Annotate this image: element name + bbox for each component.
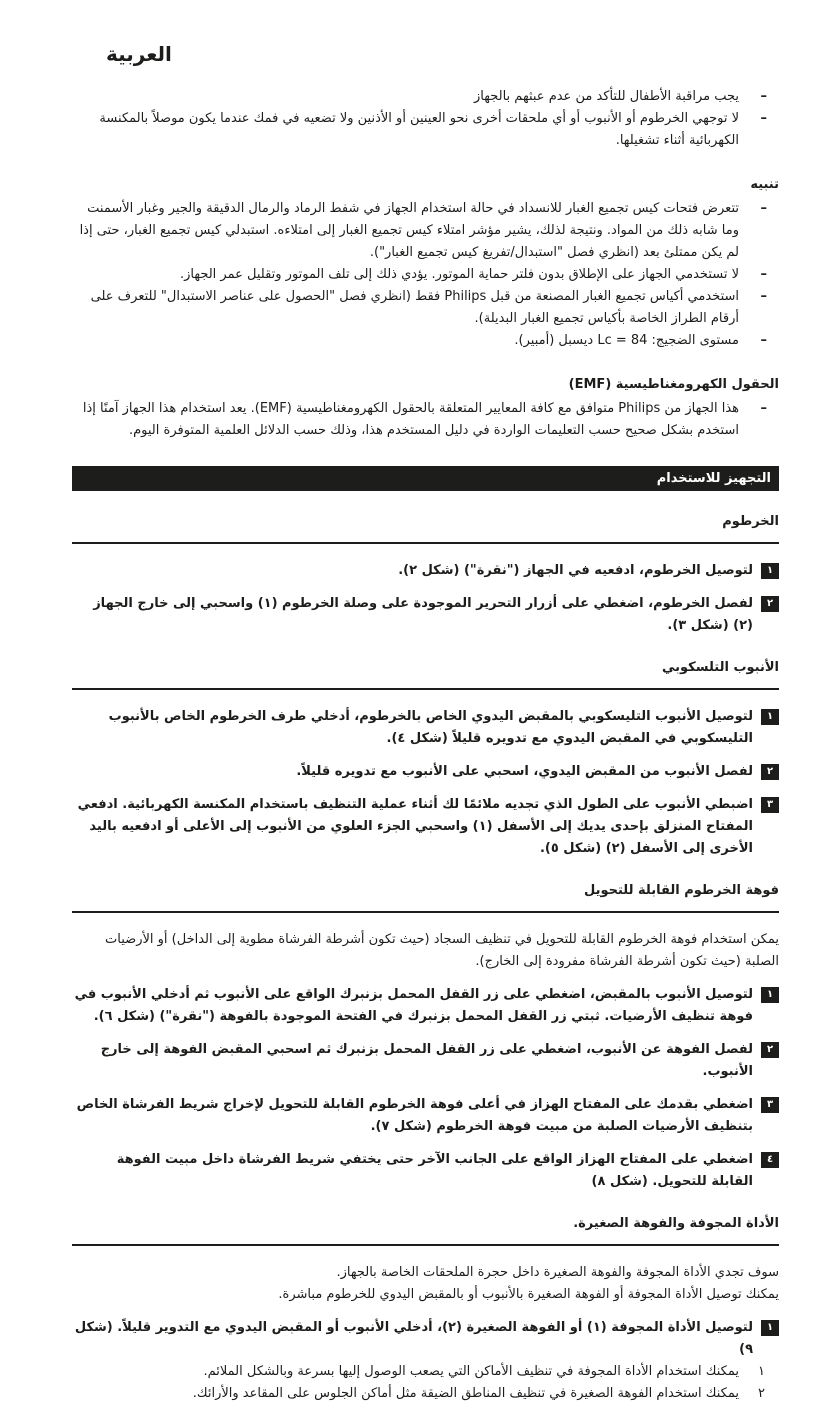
step-number-badge: ٢ (761, 1042, 779, 1058)
step-text: اضبطي الأنبوب على الطول الذي تجديه ملائمًا لك أثناء عملية التنظيف باستخدام المكنسة الكهربائية. ادفعي المفتاح المنزلق بإحدى يديك إلى الأسفل (١) واسحبي الجزء العلوي من الأنبوب إلى الأعلى أو ادفعيه باليد الأخرى إلى الأسفل (٢) (شكل ٥). (77, 797, 753, 856)
step-item (72, 761, 779, 783)
substep-text: يمكنك استخدام الأداة المجوفة في تنظيف الأماكن التي يصعب الوصول إليها بسرعة وبالشكل الملائم. (203, 1364, 739, 1379)
bullet-text: مستوى الضجيج: Lc = 84 ديسبل (أمبير). (514, 333, 739, 348)
step-number-badge: ٣ (761, 1097, 779, 1113)
bullet-text: استخدمي أكياس تجميع الغبار المصنعة من قبل Philips فقط (انظري فصل "الحصول على عناصر الاستبدال" للتعرف على أرقام الطراز الخاصة بأكياس تجميع الغبار البديلة). (90, 289, 739, 326)
bullet-dash-icon: – (760, 333, 767, 348)
bullet-item (72, 198, 779, 264)
step-item (72, 593, 779, 637)
step-number-badge: ١ (761, 709, 779, 725)
step-text: لتوصيل الخرطوم، ادفعيه في الجهاز ("نقرة") (شكل ٢). (398, 563, 753, 578)
subsection-heading: تنبيه (750, 177, 779, 192)
paragraph-line: سوف تجدي الأداة المجوفة والفوهة الصغيرة داخل حجرة الملحقات الخاصة بالجهاز. (336, 1265, 779, 1280)
bullet-text: تتعرض فتحات كيس تجميع الغبار للانسداد في حالة استخدام الجهاز في شفط الرماد والرمال الدقيقة والجير وغبار الأسمنت وما شابه ذلك من المواد. ونتيجة لذلك، يشير مؤشر امتلاء كيس تجميع الغبار إلى امتلاءه. استبدلي كيس تجميع الغبار، حتى إذا لم يكن ممتلئ بعد (انظري فصل "استبدال/تفريغ كيس تجميع الغبار"). (79, 201, 739, 260)
paragraph (72, 929, 779, 973)
step-number-badge: ١ (761, 987, 779, 1003)
step-text: لفصل الفوهة عن الأنبوب، اضغطي على زر القفل المحمل بزنبرك ثم اسحبي المقبض الفوهة إلى خارج الأنبوب. (100, 1042, 753, 1079)
document-content (72, 86, 779, 1405)
bullet-item (72, 398, 779, 442)
substep-number: ١ (758, 1364, 765, 1379)
paragraph-line: يمكنك توصيل الأداة المجوفة أو الفوهة الصغيرة بالأنبوب أو بالمقبض اليدوي للخرطوم مباشرة. (278, 1287, 779, 1302)
substep-number: ٢ (758, 1386, 765, 1401)
bullet-item (72, 264, 779, 286)
bullet-list (72, 198, 779, 352)
step-number-badge: ٤ (761, 1152, 779, 1168)
paragraph (72, 1262, 779, 1306)
bullet-dash-icon: – (760, 401, 767, 416)
step-number-badge: ١ (761, 1320, 779, 1336)
step-text: اضغطي على المفتاح الهزاز الواقع على الجانب الآخر حتى يختفي شريط الفرشاة داخل مبيت الفوهة القابلة للتحويل. (شكل ٨) (116, 1152, 753, 1189)
step-item (72, 1039, 779, 1083)
step-item (72, 1094, 779, 1138)
manual-page (72, 0, 779, 1405)
page-title: العربية (106, 42, 172, 66)
bullet-item (72, 286, 779, 330)
bullet-item (72, 108, 779, 152)
step-item (72, 794, 779, 860)
bullet-text: لا تستخدمي الجهاز على الإطلاق بدون فلتر حماية الموتور. يؤدي ذلك إلى تلف الموتور وتقليل عمر الجهاز. (179, 267, 739, 282)
step-number-badge: ٣ (761, 797, 779, 813)
step-text: لفصل الأنبوب من المقبض اليدوي، اسحبي على الأنبوب مع تدويره قليلاً. (296, 764, 753, 779)
step-item (72, 984, 779, 1028)
section-banner: التجهيز للاستخدام (72, 466, 779, 491)
section-heading: الخرطوم (72, 511, 779, 544)
bullet-list (72, 86, 779, 152)
section-heading: الأنبوب التلسكوبي (72, 657, 779, 690)
step-text: لتوصيل الأداة المجوفة (١) أو الفوهة الصغيرة (٢)، أدخلي الأنبوب أو المقبض اليدوي مع التدوير قليلاً. (شكل ٩) (74, 1320, 753, 1357)
section-heading: فوهة الخرطوم القابلة للتحويل (72, 880, 779, 913)
section-heading: الأداة المجوفة والفوهة الصغيرة. (72, 1213, 779, 1246)
bullet-list (72, 398, 779, 442)
bullet-dash-icon: – (760, 289, 767, 304)
substep-item (72, 1361, 779, 1383)
bullet-dash-icon: – (760, 89, 767, 104)
bullet-text: لا توجهي الخرطوم أو الأنبوب أو أي ملحقات أخرى نحو العينين أو الأذنين ولا تضعيه في فمك عندما يكون موصلاً بالمكنسة الكهربائية أثناء تشغيلها. (99, 111, 739, 148)
step-text: لتوصيل الأنبوب بالمقبض، اضغطي على زر القفل المحمل بزنبرك الواقع على الأنبوب ثم أدخلي الأنبوب في فوهة تنظيف الأرضيات. ثبتي زر القفل المحمل بزنبرك في الفتحة الموجودة بالفوهة ("نقرة") (شكل ٦). (74, 987, 753, 1024)
substep-item (72, 1383, 779, 1405)
bullet-item (72, 330, 779, 352)
step-number-badge: ١ (761, 563, 779, 579)
step-text: اضغطي بقدمك على المفتاح الهزاز في أعلى فوهة الخرطوم القابلة للتحويل لإخراج شريط الفرشاة الخاص بتنظيف الأرضيات الصلبة من مبيت فوهة الخرطوم (شكل ٧). (76, 1097, 753, 1134)
bullet-dash-icon: – (760, 201, 767, 216)
paragraph-line: يمكن استخدام فوهة الخرطوم القابلة للتحويل في تنظيف السجاد (حيث تكون أشرطة الفرشاة مطوية إلى الداخل) أو الأرضيات الصلبة (حيث تكون أشرطة الفرشاة مفرودة إلى الخارج). (105, 932, 779, 969)
step-item (72, 1317, 779, 1361)
step-number-badge: ٢ (761, 764, 779, 780)
subsection-heading: الحقول الكهرومغناطيسية (EMF) (568, 377, 779, 392)
bullet-dash-icon: – (760, 267, 767, 282)
step-number-badge: ٢ (761, 596, 779, 612)
step-item (72, 706, 779, 750)
substep-text: يمكنك استخدام الفوهة الصغيرة في تنظيف المناطق الضيقة مثل أماكن الجلوس على المقاعد والأرائك. (192, 1386, 739, 1401)
bullet-item (72, 86, 779, 108)
bullet-text: يجب مراقبة الأطفال للتأكد من عدم عبثهم بالجهاز (474, 89, 739, 104)
step-text: لفصل الخرطوم، اضغطي على أزرار التحرير الموجودة على وصلة الخرطوم (١) واسحبي إلى خارج الجهاز (٢) (شكل ٣). (93, 596, 753, 633)
step-item (72, 1149, 779, 1193)
step-item (72, 560, 779, 582)
step-text: لتوصيل الأنبوب التليسكوبي بالمقبض اليدوي الخاص بالخرطوم، أدخلي طرف الخرطوم الخاص بالأنبوب التليسكوبي في المقبض اليدوي مع تدويره قليلاً (شكل ٤). (108, 709, 753, 746)
bullet-text: هذا الجهاز من Philips متوافق مع كافة المعايير المتعلقة بالحقول الكهرومغناطيسية (EMF). يعد استخدام هذا الجهاز آمنًا إذا استخدم بشكل صحيح حسب التعليمات الواردة في دليل المستخدم هذا، وذلك حسب الدلائل العلمية المتوفرة اليوم. (82, 401, 739, 438)
bullet-dash-icon: – (760, 111, 767, 126)
